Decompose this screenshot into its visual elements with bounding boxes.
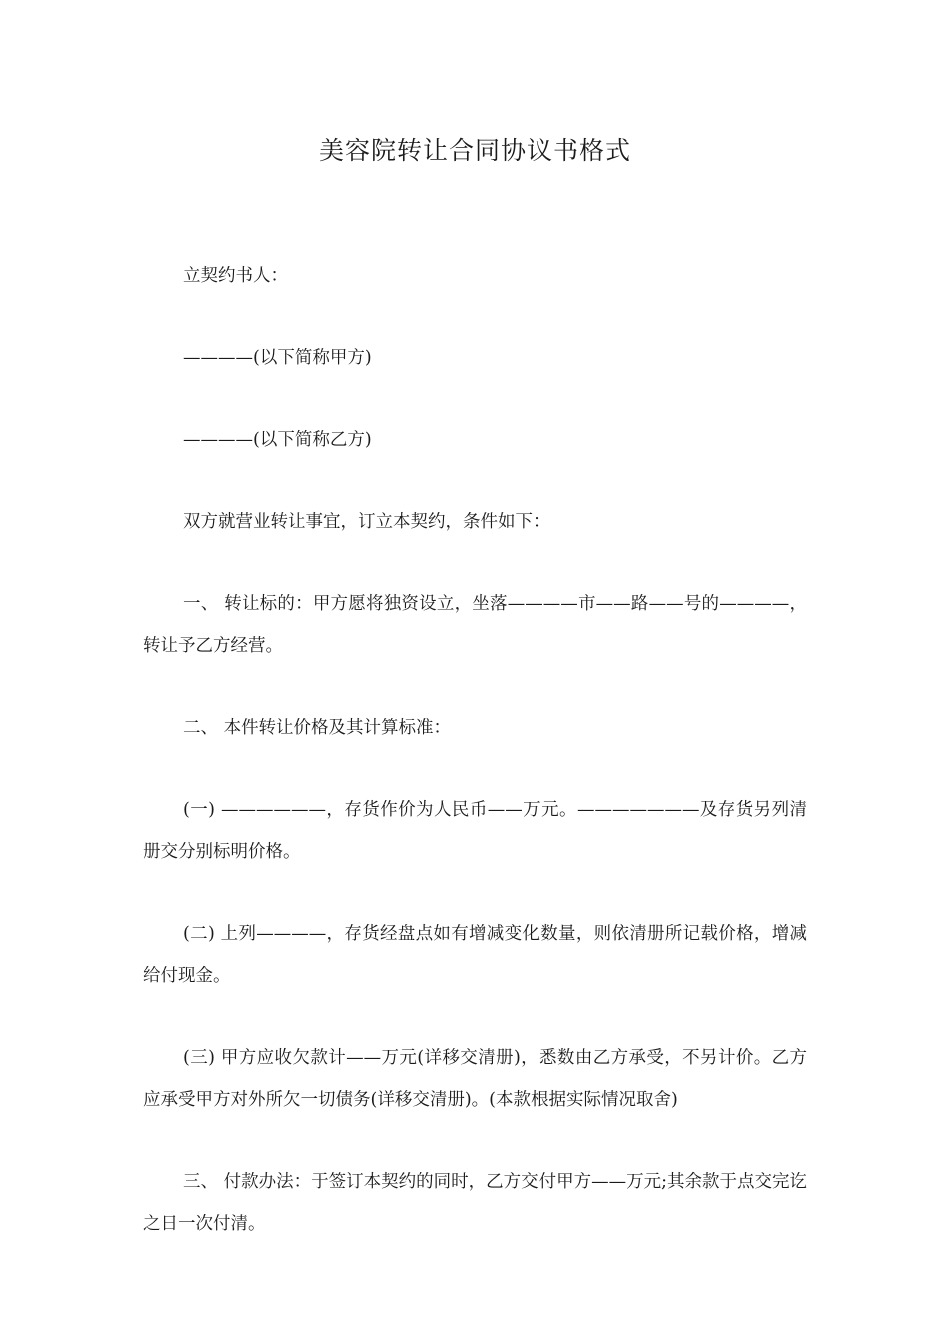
paragraph-clause-2: 二、 本件转让价格及其计算标准： <box>183 718 452 738</box>
paragraph-clause-2-3: (三) 甲方应收欠款计——万元(详移交清册)，悉数由乙方承受，不另计价。乙方应承受甲方对外所欠一切债务(详移交清册)。(本款根据实际情况取舍) <box>143 1048 807 1110</box>
paragraph-intro: 双方就营业转让事宜，订立本契约，条件如下： <box>183 512 551 532</box>
paragraph-clause-2-1: (一) ——————，存货作价为人民币——万元。———————及存货另列清册交分别标明价格。 <box>143 800 807 862</box>
paragraph-clause-1: 一、 转让标的：甲方愿将独资设立，坐落————市——路——号的————，转让予乙方经营。 <box>143 594 807 656</box>
paragraph-parties-heading: 立契约书人： <box>183 266 288 286</box>
paragraph-party-b: ————(以下简称乙方) <box>183 430 372 450</box>
document-body <box>143 255 807 1245</box>
document-title: 美容院转让合同协议书格式 <box>318 136 631 165</box>
paragraph-party-a: ————(以下简称甲方) <box>183 348 372 368</box>
paragraph-clause-2-2: (二) 上列————，存货经盘点如有增减变化数量，则依清册所记载价格，增减给付现金。 <box>143 924 807 986</box>
paragraph-clause-3: 三、 付款办法：于签订本契约的同时，乙方交付甲方——万元;其余款于点交完讫之日一次付清。 <box>143 1172 807 1234</box>
